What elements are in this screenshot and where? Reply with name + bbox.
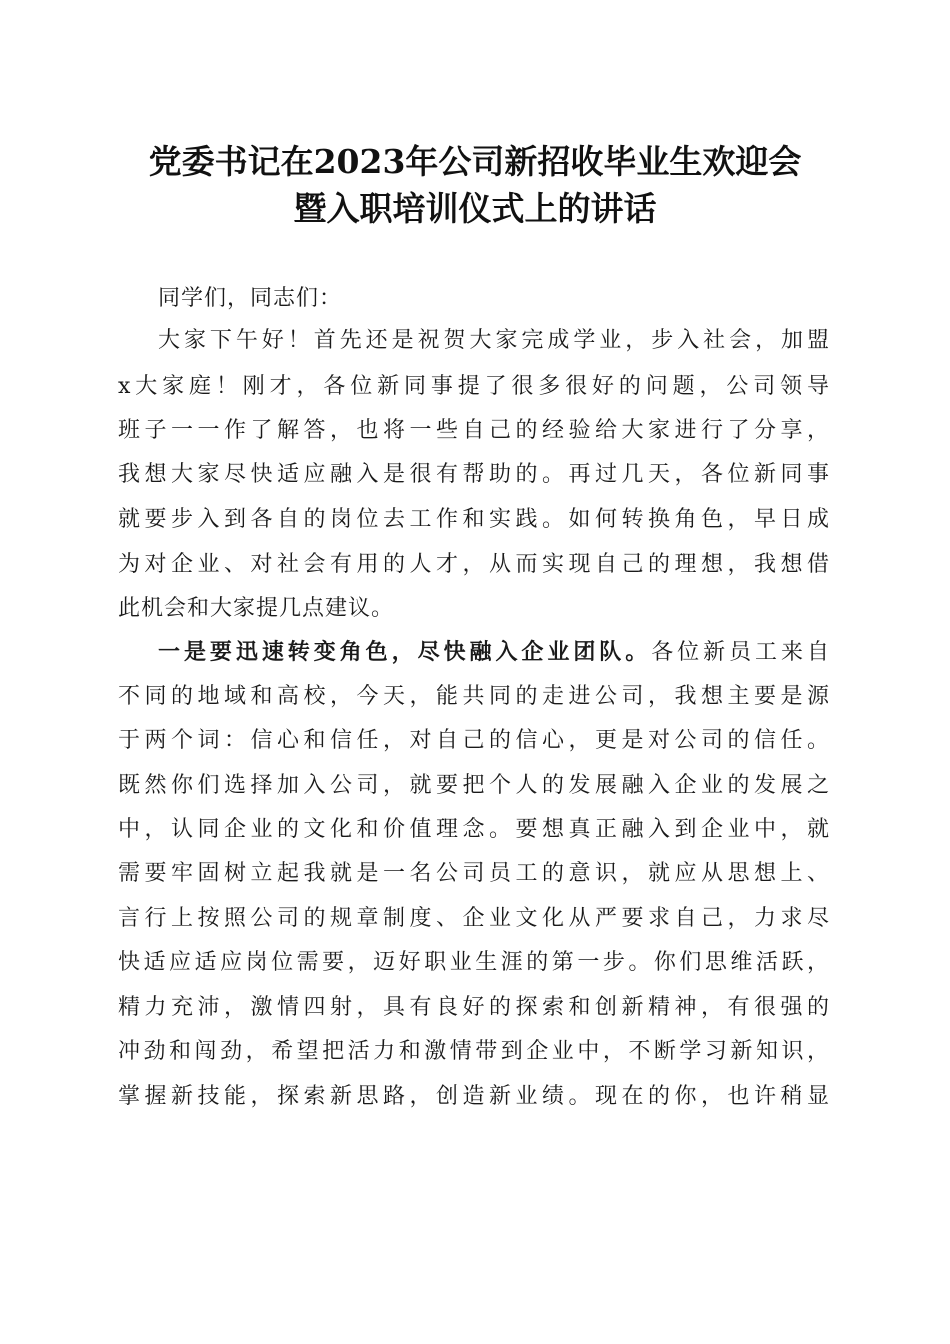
paragraph-2-line: 精力充沛，激情四射，具有良好的探索和创新精神，有很强的 [118, 995, 830, 1020]
paragraph-2-line: 掌握新技能，探索新思路，创造新业绩。现在的你，也许稍显 [118, 1084, 830, 1109]
paragraph-1-line: 就要步入到各自的岗位去工作和实践。如何转换角色，早日成 [118, 507, 830, 532]
paragraph-2-line: 各位新员工来自 [651, 640, 830, 665]
paragraph-2-line: 言行上按照公司的规章制度、企业文化从严要求自己，力求尽 [118, 906, 830, 931]
paragraph-2-line: 于两个词：信心和信任，对自己的信心，更是对公司的信任。 [118, 728, 830, 753]
paragraph-1-line: 班子一一作了解答，也将一些自己的经验给大家进行了分享， [118, 418, 830, 443]
paragraph-2-line: 冲劲和闯劲，希望把活力和激情带到企业中，不断学习新知识， [118, 1039, 830, 1064]
paragraph-1-line: 此机会和大家提几点建议。 [118, 596, 395, 621]
document-title-line-1: 党委书记在2023年公司新招收毕业生欢迎会 [148, 142, 802, 181]
document-title-line-2: 暨入职培训仪式上的讲话 [293, 189, 657, 228]
paragraph-1-line: 为对企业、对社会有用的人才，从而实现自己的理想，我想借 [118, 552, 830, 577]
paragraph-2-line: 不同的地域和高校，今天，能共同的走进公司，我想主要是源 [118, 684, 830, 709]
salutation: 同学们，同志们： [158, 286, 343, 311]
paragraph-1-line: x大家庭！刚才，各位新同事提了很多很好的问题，公司领导 [118, 374, 830, 399]
paragraph-2-heading: 一是要迅速转变角色，尽快融入企业团队。 [158, 639, 652, 665]
paragraph-2-line: 快适应适应岗位需要，迈好职业生涯的第一步。你们思维活跃， [118, 950, 830, 975]
paragraph-2-first-line [158, 637, 830, 668]
paragraph-1-line: 我想大家尽快适应融入是很有帮助的。再过几天，各位新同事 [118, 462, 830, 487]
paragraph-1-line: 大家下午好！首先还是祝贺大家完成学业，步入社会，加盟 [158, 328, 830, 353]
paragraph-2-line: 既然你们选择加入公司，就要把个人的发展融入企业的发展之 [118, 773, 830, 798]
paragraph-2-line: 中，认同企业的文化和价值理念。要想真正融入到企业中，就 [118, 817, 830, 842]
paragraph-2-line: 需要牢固树立起我就是一名公司员工的意识，就应从思想上、 [118, 861, 830, 886]
